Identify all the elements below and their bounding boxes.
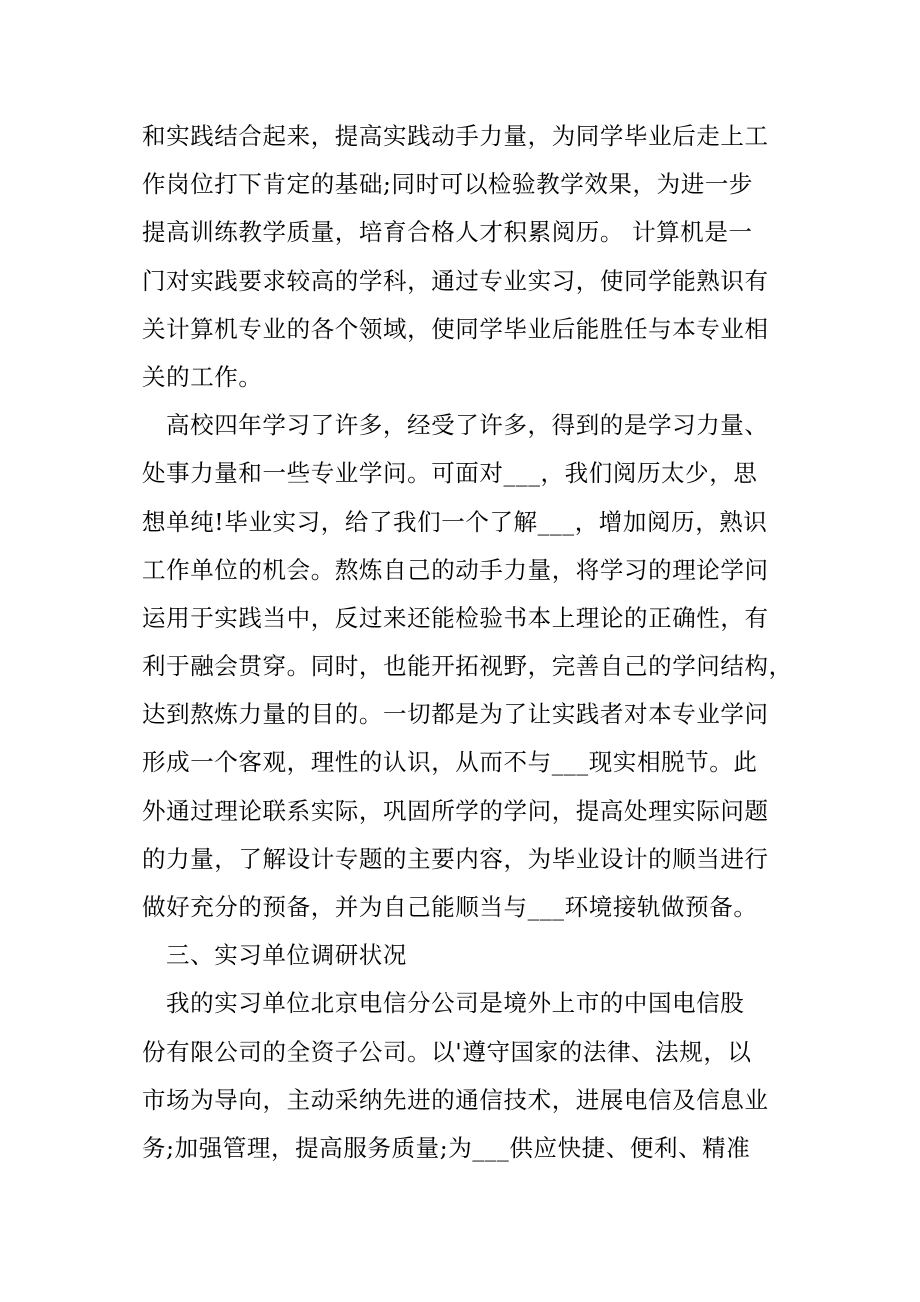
text-line: 作岗位打下肯定的基础;同时可以检验教学效果，为进一步 [142,170,754,199]
text-line: 运用于实践当中，反过来还能检验书本上理论的正确性，有 [142,603,769,632]
section-heading: 三、实习单位调研状况 [166,941,407,970]
text-line: 关计算机专业的各个领域，使同学毕业后能胜任与本专业相 [142,314,769,343]
document-body [142,116,802,1176]
text-line: 份有限公司的全资子公司。以'遵守国家的法律、法规，以 [142,1037,752,1066]
text-line: 提高训练教学质量，培育合格人才积累阅历。 计算机是一 [142,218,753,247]
text-line: 想单纯!毕业实习，给了我们一个了解___，增加阅历，熟识 [142,507,768,536]
paragraph-start-line: 高校四年学习了许多，经受了许多，得到的是学习力量、 [166,411,769,440]
text-line: 利于融会贯穿。同时，也能开拓视野，完善自己的学问结构， [142,652,793,681]
text-line: 外通过理论联系实际，巩固所学的学问，提高处理实际问题 [142,796,769,825]
text-line: 处事力量和一些专业学问。可面对___，我们阅历太少，思 [142,459,758,488]
text-line: 的力量，了解设计专题的主要内容，为毕业设计的顺当进行 [142,844,769,873]
text-line: 门对实践要求较高的学科，通过专业实习，使同学能熟识有 [142,266,769,295]
text-line: 达到熬炼力量的目的。一切都是为了让实践者对本专业学问 [142,700,769,729]
text-line: 关的工作。 [142,362,263,391]
text-line: 做好充分的预备，并为自己能顺当与___环境接轨做预备。 [142,893,758,921]
text-line: 务;加强管理，提高服务质量;为___供应快捷、便利、精准 [142,1133,751,1162]
paragraph-start-line: 我的实习单位北京电信分公司是境外上市的中国电信股 [166,989,745,1018]
text-line: 形成一个客观，理性的认识，从而不与___现实相脱节。此 [142,748,758,777]
text-line: 工作单位的机会。熬炼自己的动手力量，将学习的理论学问 [142,555,769,584]
text-line: 和实践结合起来，提高实践动手力量，为同学毕业后走上工 [142,122,769,150]
text-line: 市场为导向，主动采纳先进的通信技术，进展电信及信息业 [142,1085,769,1114]
